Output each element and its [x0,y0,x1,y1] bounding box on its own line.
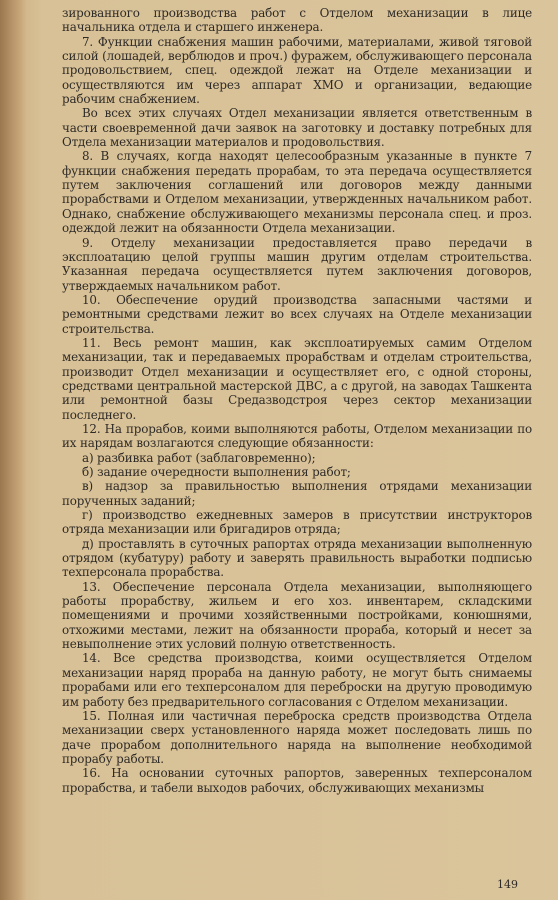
paragraph: 12. На прорабов, коими выполняются работы, Отделом механизации по их нарядам возлагаются следующие обязанности: [62,421,532,451]
paragraph: Во всех этих случаях Отдел механизации является ответственным в части своевременной дачи заявок на заготовку и доставку потребных для Отдела механизации материалов и продовольствия. [62,106,532,150]
paragraph: 15. Полная или частичная переброска средств производства Отдела механизации сверх установленного наряда может последовать лишь по даче прорабом дополнительного наряда на выполнение необходимой прорабу работы. [62,708,532,766]
paragraph-continued: зированного производства работ с Отделом механизации в лице начальника отдела и старшего инженера. [62,6,532,35]
paragraph: 8. В случаях, когда находят целесообразным указанные в пункте 7 функции снабжения передать прорабам, то эта передача осуществляется путем заключения соглашений или договоров между данными прорабствами и Отделом механизации, утвержденных начальником работ. Однако, снабжение обслуживающего механизмы персонала спец. и проз. одеждой лежит на обязанности Отдела механизации. [62,149,532,236]
list-item: г) производство ежедневных замеров в присутствии инструкторов отряда механизации или бригадиров отряда; [62,508,532,537]
paragraph: 13. Обеспечение персонала Отдела механизации, выполняющего работы прорабству, жильем и его хоз. инвентарем, складскими помещениями и прочими хозяйственными постройками, конюшнями, отхожими местами, лежит на обязанности прораба, который и несет за невыполнение этих условий полную ответственность. [62,579,532,652]
list-item: в) надзор за правильностью выполнения отрядами механизации порученных заданий; [62,479,532,508]
list-item: д) проставлять в суточных рапортах отряда механизации выполненную отрядом (кубатуру) работу и заверять правильность выработки подписью техперсонала прорабства. [62,536,532,580]
paragraph: 14. Все средства производства, коими осуществляется Отделом механизации наряд прораба на данную работу, не могут быть снимаемы прорабами или его техперсоналом для переброски на другую проводимую им работу без предварительного согласования с Отделом механизации. [62,651,532,709]
list-item: б) задание очередности выполнения работ; [82,465,351,479]
paragraph: 10. Обеспечение орудий производства запасными частями и ремонтными средствами лежит во всех случаях на Отделе механизации строительства. [62,292,532,336]
paragraph: 11. Весь ремонт машин, как эксплоатируемых самим Отделом механизации, так и передаваемых прорабствам и отделам строительства, производит Отдел механизации и осуществляет его, с одной стороны, средствами центральной мастерской ДВС, а с другой, на заводах Ташкента или ремонтной базы Средазводстроя через сектор механизации последнего. [62,335,532,422]
text-body [62,6,532,795]
paragraph: 9. Отделу механизации предоставляется право передачи в эксплоатацию целой группы машин другим отделам строительства. Указанная передача осуществляется путем заключения договоров, утверждаемых начальником работ. [62,235,532,293]
page-number: 149 [497,878,518,891]
paragraph: 7. Функции снабжения машин рабочими, материалами, живой тяговой силой (лошадей, верблюдов и проч.) фуражем, обслуживающего персонала продовольствием, спец. одеждой лежат на Отделе механизации и осуществляются им через аппарат ХМО и организации, ведающие рабочим снабжением. [62,34,532,107]
list-item: а) разбивка работ (заблаговременно); [82,450,316,465]
paragraph: 16. На основании суточных рапортов, заверенных техперсоналом прорабства, и табели выходов рабочих, обслуживающих механизмы [62,766,532,795]
